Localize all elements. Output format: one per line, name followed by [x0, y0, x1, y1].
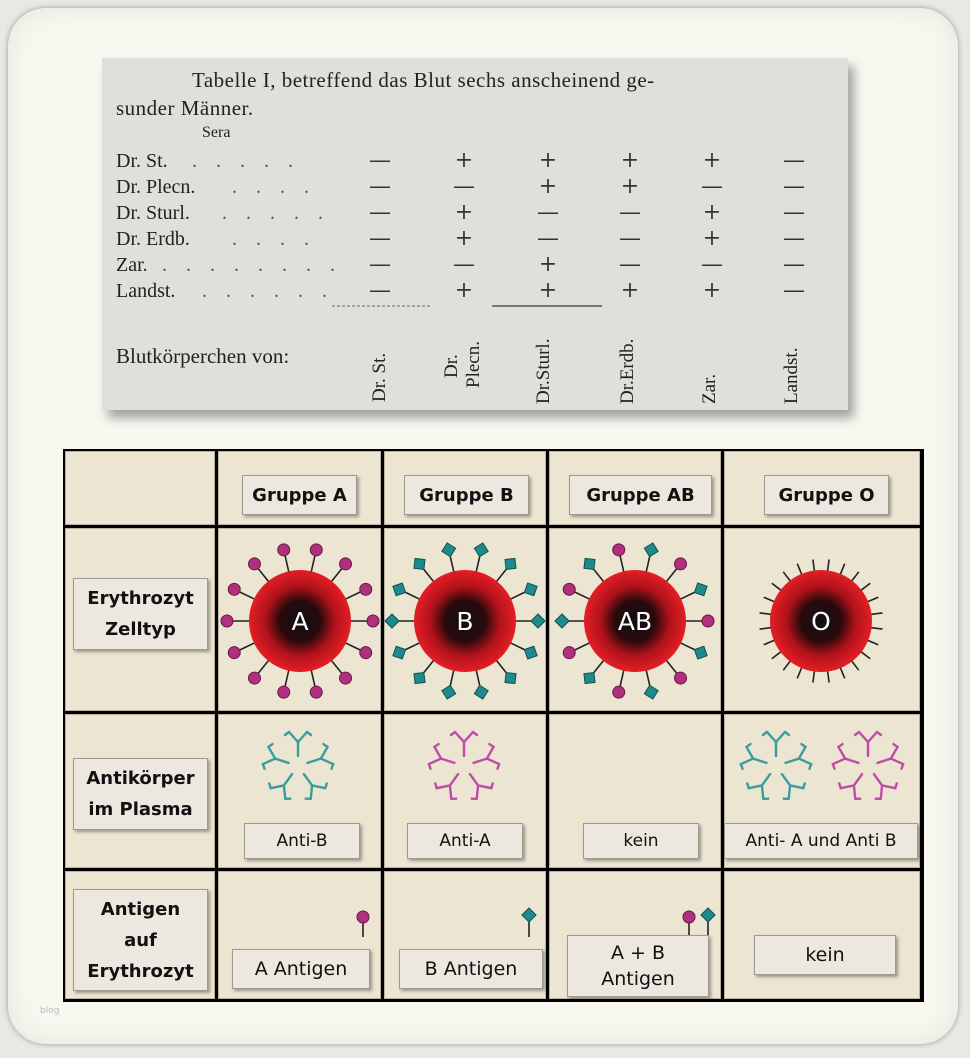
serum-row-name: Dr. Plecn. — [116, 176, 196, 198]
reaction-mark: + — [454, 226, 474, 251]
reaction-mark: — — [783, 226, 805, 251]
antigen-stalk — [239, 591, 255, 599]
label-line: Zelltyp — [105, 619, 176, 640]
antibody-ab-cell — [549, 714, 721, 868]
antigen-a-marker — [367, 615, 379, 627]
antigen-stalk — [620, 555, 624, 573]
column-name: Zar. — [699, 373, 720, 404]
anti-a-antibodies — [384, 714, 546, 824]
antibody-shape — [303, 743, 334, 775]
antigen-stalk — [345, 643, 361, 651]
antigen-stalk — [840, 564, 845, 575]
antigen-a-marker — [248, 672, 260, 684]
antigen-a-marker — [613, 686, 625, 698]
antibody-shape — [863, 766, 898, 801]
antigen-b-marker — [531, 614, 545, 628]
serum-row-name: Landst. — [116, 280, 176, 302]
antigen-stalk — [867, 640, 878, 645]
antigen-a-marker — [563, 583, 575, 595]
cell-type-o — [724, 528, 920, 711]
antibody-shape — [771, 766, 806, 801]
reaction-mark: — — [701, 252, 723, 277]
antibody-shape — [832, 743, 863, 775]
antigen-a-marker — [228, 583, 240, 595]
label-line: Erythrozyt — [87, 960, 194, 982]
antigen-o-cell — [724, 871, 920, 999]
antigen-b-marker — [555, 614, 569, 628]
antigen-a-marker — [613, 544, 625, 556]
antigen-stalk — [861, 583, 871, 590]
column-name: Dr.Sturl. — [533, 338, 554, 404]
antigen-stalk — [871, 613, 883, 615]
antigen-b-marker — [694, 583, 707, 596]
antigen-stalk — [331, 660, 342, 674]
reaction-mark: — — [619, 200, 641, 225]
reaction-mark: + — [454, 200, 474, 225]
sera-label: Sera — [202, 124, 231, 141]
reaction-mark: + — [538, 174, 558, 199]
antibody-a-cell — [218, 714, 381, 868]
reaction-mark: — — [619, 226, 641, 251]
label-line: Erythrozyt — [87, 588, 194, 609]
label-line: Antigen — [100, 898, 181, 920]
antibody-shape — [451, 732, 477, 756]
cell-letter: O — [811, 607, 831, 636]
column-name: Dr. St. — [369, 352, 390, 402]
reaction-mark: + — [702, 200, 722, 225]
antigen-b-marker — [393, 646, 406, 659]
label-line: Antikörper — [86, 768, 195, 789]
reaction-mark: + — [620, 174, 640, 199]
antigen-stalk — [285, 555, 289, 573]
antigen-b-marker — [505, 558, 516, 569]
ab-antigen-label — [567, 935, 709, 997]
cell-type-b — [384, 528, 546, 711]
reaction-mark: — — [369, 252, 391, 277]
reaction-mark: — — [783, 148, 805, 173]
antigen-b-marker — [414, 673, 425, 684]
antibody-shape — [262, 743, 293, 775]
historic-table-scan: Tabelle I, betreffend das Blut sechs anscheinend ge- sunder Männer. Sera Dr. St. Dr. Plecn. Dr. Sturl. Dr. Erdb. Zar. Landst. . . . . . . . . . . . . . . . . . . . . . . . . . . . . . . . . — + + + + — — — + + — — — + — — + — — + — — + — — — + — — — — + + + + — Blutkörperchen von: Dr. St. Dr. Plecn. Dr.Sturl. Dr.Erdb. Zar. Landst. — [102, 58, 848, 410]
antigen-a-marker — [563, 647, 575, 659]
reaction-mark: — — [369, 174, 391, 199]
antigen-label — [73, 889, 208, 991]
reaction-mark: — — [783, 200, 805, 225]
antibody-shape — [469, 743, 500, 775]
serum-row-name: Zar. — [116, 254, 148, 276]
antigen-stalk — [828, 671, 830, 683]
bloodcells-label: Blutkörperchen von: — [116, 344, 290, 368]
cell-type-ab — [549, 528, 721, 711]
antigen-a-marker — [278, 544, 290, 556]
serum-row-name: Dr. Erdb. — [116, 228, 190, 250]
reaction-mark: — — [537, 200, 559, 225]
a-antigen-label: A Antigen — [232, 949, 370, 989]
antigen-a-icon — [218, 871, 381, 941]
antigen-a-marker — [340, 672, 352, 684]
antibody-shape — [285, 732, 311, 756]
caption-line-1: Tabelle I, betreffend das Blut sechs anscheinend ge- — [192, 68, 655, 92]
antibody-shape — [740, 743, 771, 775]
anti-b-label: Anti-B — [244, 823, 360, 859]
antigen-stalk — [783, 572, 790, 582]
antigen-stalk — [764, 640, 775, 645]
anti-a-and-b-label: Anti- A und Anti B — [724, 823, 918, 859]
antigen-a-marker — [675, 558, 687, 570]
antigen-stalk — [851, 661, 858, 671]
reaction-mark: — — [783, 252, 805, 277]
reaction-mark: + — [454, 148, 474, 173]
antibody-shape — [267, 766, 302, 801]
antigen-b-marker — [474, 543, 488, 557]
watermark: blog — [40, 1006, 60, 1016]
antigen-ab-icon — [549, 871, 721, 941]
reaction-mark: — — [369, 148, 391, 173]
antibody-shape — [837, 766, 872, 801]
antigen-a-marker — [360, 647, 372, 659]
row-label-cell — [65, 528, 215, 711]
reaction-mark: — — [453, 174, 475, 199]
no-antibody-label: kein — [583, 823, 699, 859]
header-cell — [724, 451, 920, 525]
antigen-b-marker — [442, 543, 456, 557]
antigen-stalk — [345, 591, 361, 599]
antigen-b-marker — [701, 908, 715, 922]
antigen-a-marker — [357, 911, 369, 923]
anti-b-antibodies — [218, 714, 381, 824]
antigen-stalk — [285, 670, 289, 688]
antigen-stalk — [258, 568, 269, 582]
antigen-a-marker — [221, 615, 233, 627]
antigen-stalk — [620, 670, 624, 688]
header-cell — [218, 451, 381, 525]
antibody-shape — [763, 732, 789, 756]
no-antigen-label: kein — [754, 935, 896, 975]
red-cell-b — [384, 528, 546, 711]
antigen-stalk — [772, 651, 782, 658]
antigen-b-marker — [474, 685, 488, 699]
antigen-stalk — [828, 560, 830, 572]
antibody-shape — [781, 743, 812, 775]
antigen-stalk — [239, 643, 255, 651]
red-cell-o — [724, 528, 920, 711]
reaction-mark: — — [619, 252, 641, 277]
antigen-b-marker — [393, 583, 406, 596]
antigen-a-marker — [278, 686, 290, 698]
antigen-b-marker — [385, 614, 399, 628]
antigen-stalk — [772, 583, 782, 590]
reaction-mark: + — [538, 252, 558, 277]
group-b-header: Gruppe B — [404, 475, 529, 515]
reaction-mark: + — [538, 148, 558, 173]
antigen-stalk — [311, 670, 315, 688]
column-name: Dr.Erdb. — [617, 338, 638, 404]
antigen-b-cell — [384, 871, 546, 999]
antigen-a-cell — [218, 871, 381, 999]
header-cell — [549, 451, 721, 525]
group-ab-header: Gruppe AB — [569, 475, 712, 515]
antigen-a-marker — [228, 647, 240, 659]
antigen-stalk — [797, 667, 802, 678]
reaction-mark: — — [701, 174, 723, 199]
row-label-cell — [65, 871, 215, 999]
reaction-mark: + — [702, 226, 722, 251]
column-name: Plecn. — [463, 341, 484, 388]
antibody-shape — [855, 732, 881, 756]
antigen-stalk — [574, 643, 590, 651]
reaction-mark: — — [537, 226, 559, 251]
antigen-b-marker — [505, 673, 516, 684]
antibody-shape — [433, 766, 468, 801]
antigen-b-marker — [524, 646, 537, 659]
antigen-stalk — [666, 568, 677, 582]
reaction-mark: + — [620, 278, 640, 303]
antigen-a-marker — [683, 911, 695, 923]
antigen-stalk — [574, 591, 590, 599]
serum-row-name: Dr. Sturl. — [116, 202, 190, 224]
corner-cell — [65, 451, 215, 525]
caption-line-2: sunder Männer. — [116, 96, 254, 120]
cell-letter: B — [456, 607, 474, 636]
cell-type-a — [218, 528, 381, 711]
reaction-mark: — — [369, 200, 391, 225]
reaction-mark: + — [702, 148, 722, 173]
antigen-b-icon — [384, 871, 546, 941]
antigen-b-marker — [584, 673, 595, 684]
serum-row-name: Dr. St. — [116, 150, 168, 172]
antigen-stalk — [258, 660, 269, 674]
antigen-stalk — [813, 560, 815, 572]
anti-a-label: Anti-A — [407, 823, 523, 859]
antibody-o-cell — [724, 714, 920, 868]
b-antigen-label: B Antigen — [399, 949, 543, 989]
antigen-b-marker — [524, 583, 537, 596]
antigen-a-marker — [310, 686, 322, 698]
antigen-b-marker — [644, 543, 658, 557]
label-line: auf — [124, 929, 157, 951]
antigen-stalk — [861, 651, 871, 658]
reaction-mark: — — [783, 278, 805, 303]
reaction-mark: — — [453, 252, 475, 277]
antigen-stalk — [760, 613, 772, 615]
antibody-shape — [745, 766, 780, 801]
header-cell — [384, 451, 546, 525]
red-cell-ab — [549, 528, 721, 711]
antigen-stalk — [764, 597, 775, 602]
blood-group-table — [63, 449, 924, 1002]
antigen-b-marker — [522, 908, 536, 922]
antibody-shape — [459, 766, 494, 801]
antigen-a-marker — [248, 558, 260, 570]
reaction-mark: + — [538, 278, 558, 303]
antigen-stalk — [797, 564, 802, 575]
antigen-a-marker — [340, 558, 352, 570]
antigen-ab-cell — [549, 871, 721, 999]
antigen-stalk — [851, 572, 858, 582]
reaction-mark: — — [783, 174, 805, 199]
group-o-header: Gruppe O — [764, 475, 889, 515]
antigen-stalk — [871, 628, 883, 630]
label-line: Antigen — [601, 968, 675, 990]
group-a-header: Gruppe A — [242, 475, 357, 515]
antibody-shape — [873, 743, 904, 775]
antigen-stalk — [331, 568, 342, 582]
reaction-mark: — — [369, 226, 391, 251]
reaction-mark: + — [702, 278, 722, 303]
reaction-mark: + — [454, 278, 474, 303]
antigen-b-marker — [414, 558, 425, 569]
antigen-stalk — [840, 667, 845, 678]
antigen-stalk — [867, 597, 878, 602]
antigen-b-marker — [584, 558, 595, 569]
antibody-b-cell — [384, 714, 546, 868]
cell-letter: A — [291, 607, 309, 636]
antigen-stalk — [760, 628, 772, 630]
antigen-stalk — [311, 555, 315, 573]
antigen-b-marker — [694, 646, 707, 659]
label-line: im Plasma — [88, 799, 193, 820]
anti-a-and-b-antibodies — [724, 714, 920, 824]
reaction-mark: — — [369, 278, 391, 303]
antibody-shape — [428, 743, 459, 775]
column-name: Dr. — [441, 354, 462, 378]
row-label-cell — [65, 714, 215, 868]
antigen-stalk — [783, 661, 790, 671]
label-line: A + B — [610, 942, 666, 964]
antigen-a-marker — [310, 544, 322, 556]
antigen-a-marker — [360, 583, 372, 595]
erythrocyte-type-label — [73, 578, 208, 650]
column-name: Landst. — [781, 347, 802, 404]
antibody-plasma-label — [73, 758, 208, 830]
antigen-stalk — [666, 660, 677, 674]
antigen-stalk — [813, 671, 815, 683]
antibody-shape — [293, 766, 328, 801]
reaction-mark: + — [620, 148, 640, 173]
antigen-a-marker — [675, 672, 687, 684]
antigen-b-marker — [644, 685, 658, 699]
cell-letter: AB — [617, 607, 653, 636]
antigen-a-marker — [702, 615, 714, 627]
red-cell-a — [218, 528, 381, 711]
antigen-b-marker — [442, 685, 456, 699]
